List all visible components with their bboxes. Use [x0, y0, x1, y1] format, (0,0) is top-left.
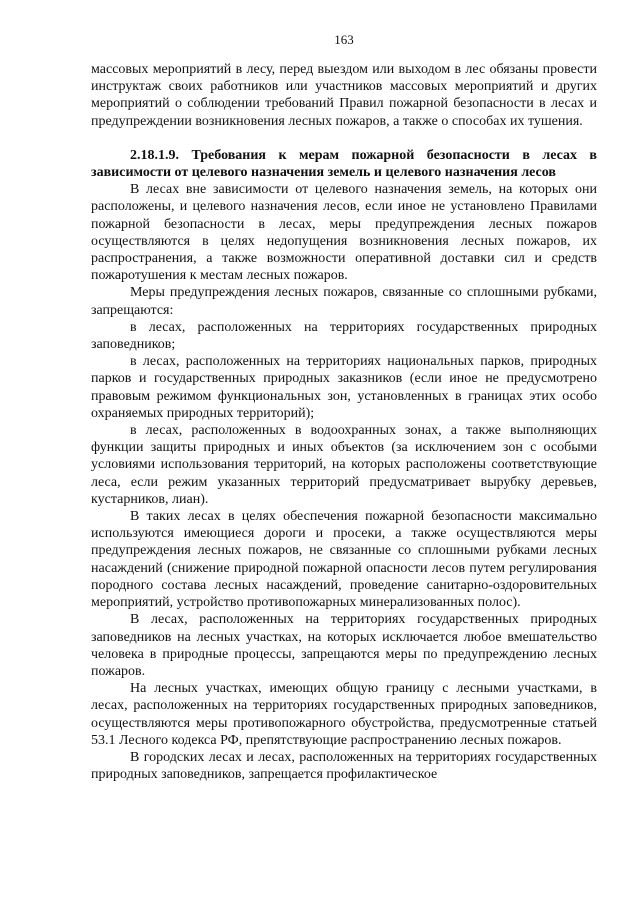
list-item-national-parks: в лесах, расположенных на территориях национальных парков, природных парков и государственных природных заказников (если иное не предусмотрено правовым режимом функциональных зон, установленных в границах этих особо охраняемых природных территорий); — [91, 354, 597, 421]
list-item-reserves: в лесах, расположенных на территориях государственных природных заповедников; — [91, 319, 597, 353]
document-page — [91, 33, 597, 783]
page-number: 163 — [334, 32, 354, 47]
body-paragraph-5: На лесных участках, имеющих общую границу с лесными участками, в лесах, расположенных на территориях государственных природных заповедников, осуществляются меры противопожарного обустройства, предусмотренные статьей 53.1 Лесного кодекса РФ, препятствующие распространению лесных пожаров. — [91, 681, 597, 748]
intro-paragraph: массовых мероприятий в лесу, перед выездом или выходом в лес обязаны провести инструктаж своих работников или участников массовых мероприятий и других мероприятий о соблюдении требований Правил пожарной безопасности в лесах и предупреждении возникновения лесных пожаров, а также о способах их тушения. — [91, 62, 597, 129]
body-paragraph-3: В таких лесах в целях обеспечения пожарной безопасности максимально используются имеющиеся дороги и просеки, а также осуществляются меры предупреждения лесных пожаров, не связанные со сплошными рубками лесных насаждений (снижение природной пожарной опасности лесов путем регулирования породного состава лесных насаждений, проведение санитарно-оздоровительных мероприятий, устройство противопожарных минерализованных полос). — [91, 509, 597, 611]
body-paragraph-4: В лесах, расположенных на территориях государственных природных заповедников на лесных участках, на которых исключается любое вмешательство человека в природные процессы, запрещаются меры по предупреждению лесных пожаров. — [91, 612, 597, 679]
body-paragraph-2: Меры предупреждения лесных пожаров, связанные со сплошными рубками, запрещаются: — [91, 285, 597, 318]
list-item-water-protection-zones: в лесах, расположенных в водоохранных зонах, а также выполняющих функции защиты природных и иных объектов (за исключением зон с особыми условиями использования территорий, на которых расположены соответствующие леса, если режим указанных территорий предусматривает вырубку деревьев, кустарников, лиан). — [91, 423, 597, 507]
body-paragraph-6: В городских лесах и лесах, расположенных на территориях государственных природных заповедников, запрещается профилактическое — [91, 749, 597, 783]
section-heading: 2.18.1.9. Требования к мерам пожарной безопасности в лесах в зависимости от целевого назначения земель и целевого назначения лесов — [91, 147, 597, 181]
body-paragraph-1: В лесах вне зависимости от целевого назначения земель, на которых они расположены, и целевого назначения лесов, если иное не установлено Правилами пожарной безопасности в лесах, меры предупреждения лесных пожаров осуществляются в целях недопущения возникновения лесных пожаров, их распространения, а также возможности оперативной доставки сил и средств пожаротушения к местам лесных пожаров. — [91, 182, 597, 284]
